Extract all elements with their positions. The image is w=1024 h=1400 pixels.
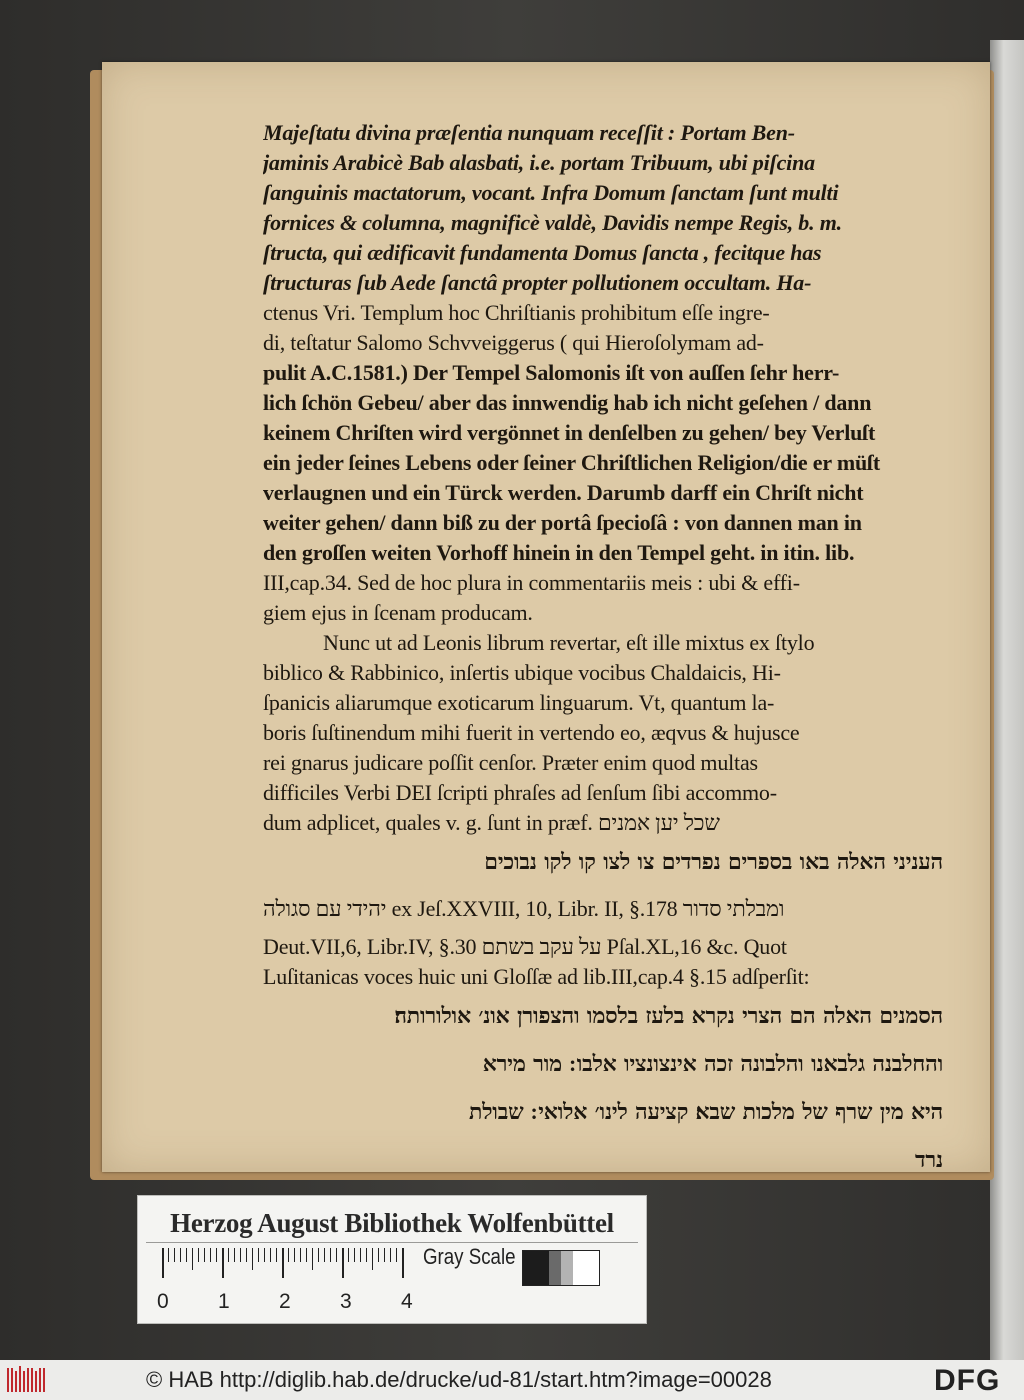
- ruler-tick: [228, 1248, 229, 1262]
- ruler-tick: [162, 1248, 164, 1278]
- ruler-tick: [312, 1248, 313, 1270]
- text-line: Deut.VII,6, Libr.IV, §.30 על עקב בשתם Pſal.XL,16 &c. Quot: [263, 934, 787, 959]
- ruler-tick: [204, 1248, 205, 1262]
- text-line: keinem Chriſten wird vergönnet in denſelben zu gehen/ bey Verluſt: [263, 420, 876, 445]
- text-line: pulit A.C.1581.) Der Tempel Salomonis iſt von auſſen ſehr herr-: [263, 360, 840, 385]
- ruler-tick: [384, 1248, 385, 1262]
- ruler-tick: [282, 1248, 284, 1278]
- page-text-block: [263, 118, 943, 1184]
- text-line: verlaugnen und ein Türck werden. Darumb darff ein Chriſt nicht: [263, 480, 864, 505]
- ruler-tick: [198, 1248, 199, 1262]
- ruler-tick: [270, 1248, 271, 1262]
- hab-logo-icon: [6, 1365, 46, 1395]
- ruler-tick: [234, 1248, 235, 1262]
- gray-swatch: [549, 1251, 561, 1285]
- text-line: הסמנים האלה הם הצרי נקרא בלעז בלסמו והצפורן אונ׳ אולורותה׃: [394, 1003, 943, 1029]
- ruler-tick: [174, 1248, 175, 1262]
- measurement-ruler: [162, 1248, 406, 1286]
- text-line: Majeſtatu divina præſentia nunquam receſſit : Portam Ben-: [263, 120, 795, 145]
- text-line: fornices & columna, magnificè valdè, Davidis nempe Regis, b. m.: [263, 210, 842, 235]
- text-line: נרד: [915, 1147, 943, 1173]
- gray-scale-label: Gray Scale: [423, 1244, 516, 1269]
- text-line: difficiles Verbi DEI ſcripti phraſes ad ſenſum ſibi accommo-: [263, 780, 777, 805]
- text-line: ſtructa, qui ædificavit fundamenta Domus ſancta , fecitque has: [263, 240, 822, 265]
- ruler-tick: [390, 1248, 391, 1262]
- ruler-tick: [264, 1248, 265, 1262]
- text-line: jaminis Arabicè Bab alasbati, i.e. portam Tribuum, ubi piſcina: [263, 150, 815, 175]
- ruler-tick: [324, 1248, 325, 1262]
- text-line: היא מין שרף של מלכות שבא׃ קציעה לינו׳ אלואי ׃ שבולת: [469, 1099, 943, 1125]
- text-line: Luſitanicas voces huic uni Gloſſæ ad lib.III,cap.4 §.15 adſperſit:: [263, 964, 810, 989]
- ruler-tick: [252, 1248, 253, 1270]
- ruler-tick: [360, 1248, 361, 1262]
- ruler-tick: [276, 1248, 277, 1262]
- ruler-tick: [396, 1248, 397, 1262]
- ruler-tick: [258, 1248, 259, 1262]
- text-line: ſanguinis mactatorum, vocant. Infra Domum ſanctam ſunt multi: [263, 180, 839, 205]
- ruler-tick: [168, 1248, 169, 1262]
- text-line: biblico & Rabbinico, inſertis ubique vocibus Chaldaicis, Hi-: [263, 660, 781, 685]
- ruler-tick: [192, 1248, 193, 1270]
- ruler-tick: [186, 1248, 187, 1262]
- gray-swatch: [523, 1251, 549, 1285]
- ruler-tick: [366, 1248, 367, 1262]
- ruler-tick: [306, 1248, 307, 1262]
- ruler-tick: [378, 1248, 379, 1262]
- text-line: rei gnarus judicare poſſit cenſor. Præter enim quod multas: [263, 750, 758, 775]
- text-line: weiter gehen/ dann biß zu der portâ ſpecioſâ : von dannen man in: [263, 510, 862, 535]
- ruler-tick: [330, 1248, 331, 1262]
- ruler-tick: [240, 1248, 241, 1262]
- facing-page-edge: [990, 40, 1024, 1360]
- ruler-tick: [222, 1248, 224, 1278]
- ruler-tick: [294, 1248, 295, 1262]
- text-line: boris ſuſtinendum mihi fuerit in vertendo eo, æqvus & hujusce: [263, 720, 800, 745]
- ruler-tick: [342, 1248, 344, 1278]
- text-line: dum adplicet, quales v. g. ſunt in præf. שכל יען אמנים: [263, 810, 720, 835]
- ruler-tick: [348, 1248, 349, 1262]
- text-line: den groſſen weiten Vorhoff hinein in den Tempel geht. in itin. lib.: [263, 540, 855, 565]
- text-line: העניני האלה באו בספרים נפרדים צו לצו קו לקו נבוכים: [484, 849, 943, 875]
- ruler-tick: [336, 1248, 337, 1262]
- text-line: lich ſchön Gebeu/ aber das innwendig hab ich nicht geſehen / dann: [263, 390, 872, 415]
- text-line: ſpanicis aliarumque exoticarum linguarum. Vt, quantum la-: [263, 690, 775, 715]
- ruler-tick: [216, 1248, 217, 1262]
- card-divider: [146, 1242, 638, 1243]
- dfg-logo: DFG: [934, 1364, 1001, 1397]
- gray-swatch: [561, 1251, 573, 1285]
- text-line: Nunc ut ad Leonis librum revertar, eſt ille mixtus ex ſtylo: [323, 630, 815, 655]
- text-line: di, teſtatur Salomo Schvveiggerus ( qui Hieroſolymam ad-: [263, 330, 764, 355]
- ruler-tick: [180, 1248, 181, 1262]
- text-line: והחלבנה גלבאנו והלבונה זכה אינצונציו אלבו ׃ מור מירא: [482, 1051, 943, 1077]
- library-name: Herzog August Bibliothek Wolfenbüttel: [170, 1208, 614, 1238]
- ruler-number: 4: [401, 1290, 413, 1313]
- ruler-tick: [300, 1248, 301, 1262]
- ruler-tick: [372, 1248, 373, 1270]
- ruler-tick: [246, 1248, 247, 1262]
- gray-scale-swatches: [522, 1250, 600, 1286]
- text-line: giem ejus in ſcenam producam.: [263, 600, 533, 625]
- ruler-tick: [210, 1248, 211, 1262]
- gray-swatch: [573, 1251, 599, 1285]
- ruler-tick: [318, 1248, 319, 1262]
- text-line: ctenus Vri. Templum hoc Chriſtianis prohibitum eſſe ingre-: [263, 300, 770, 325]
- text-line: יהידי עם סגולה ex Jeſ.XXVIII, 10, Libr. II, §.178 ומבלתי סדור: [263, 896, 785, 921]
- footer-bar: [0, 1360, 1024, 1400]
- text-line: ſtructuras ſub Aede ſanctâ propter pollutionem occultam. Ha-: [263, 270, 812, 295]
- ruler-number: 3: [340, 1290, 352, 1313]
- ruler-number: 0: [157, 1290, 169, 1313]
- ruler-number: 1: [218, 1290, 230, 1313]
- text-line: III,cap.34. Sed de hoc plura in commentariis meis : ubi & effi-: [263, 570, 800, 595]
- ruler-tick: [402, 1248, 404, 1278]
- text-line: ein jeder ſeines Lebens oder ſeiner Chriſtlichen Religion/die er müſt: [263, 450, 881, 475]
- ruler-tick: [354, 1248, 355, 1262]
- ruler-tick: [288, 1248, 289, 1262]
- ruler-number: 2: [279, 1290, 291, 1313]
- copyright-url[interactable]: © HAB http://diglib.hab.de/drucke/ud-81/start.htm?image=00028: [146, 1367, 772, 1392]
